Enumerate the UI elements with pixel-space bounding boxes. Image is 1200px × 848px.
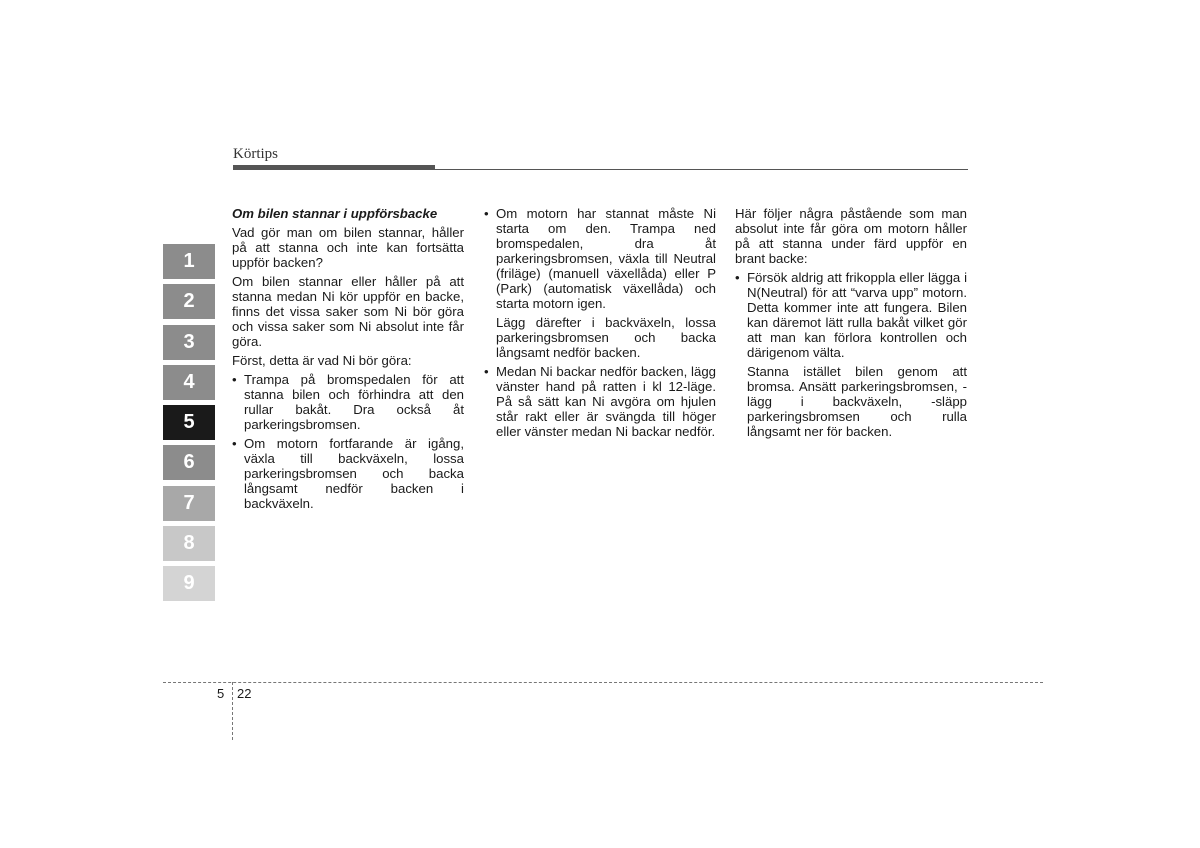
header-rule: [233, 169, 968, 170]
footer-rule: [163, 682, 1043, 683]
bullet-item: [232, 436, 464, 511]
chapter-tab-2[interactable]: 2: [163, 284, 215, 319]
paragraph: Här följer några påstående som man absolut inte får göra om motorn håller på att stanna under färd uppför en brant backe:: [735, 206, 967, 266]
column-3: [735, 206, 967, 443]
chapter-tab-5[interactable]: 5: [163, 405, 215, 440]
chapter-tab-4[interactable]: 4: [163, 365, 215, 400]
chapter-tabs: [163, 244, 215, 607]
bullet-text: Försök aldrig att frikoppla eller lägga i N(Neutral) för att “varva upp” motorn. Detta kommer inte att fungera. Bilen kan däremot lätt rulla bakåt vilket gör att man kan förlora kontrollen och därigenom välta.: [747, 270, 967, 360]
bullet-text: Om motorn har stannat måste Ni starta om den. Trampa ned bromspedalen, dra åt parkeringsbromsen, växla till Neutral (friläge) (manuell växellåda) eller P (Park) (automatisk växellåda) och starta motorn igen.: [496, 206, 716, 311]
bullet-text: Trampa på bromspedalen för att stanna bilen och förhindra att den rullar bakåt. Dra också åt parkeringsbromsen.: [244, 372, 464, 432]
bullet-glyph: •: [484, 364, 489, 379]
bullet-glyph: •: [232, 372, 237, 387]
bullet-text: Om motorn fortfarande är igång, växla till backväxeln, lossa parkeringsbromsen och backa långsamt nedför backen i backväxeln.: [244, 436, 464, 511]
chapter-tab-1[interactable]: 1: [163, 244, 215, 279]
bullet-item: [735, 270, 967, 360]
chapter-tab-8[interactable]: 8: [163, 526, 215, 561]
footer-divider: [232, 682, 233, 740]
paragraph: Vad gör man om bilen stannar, håller på att stanna och inte kan fortsätta uppför backen?: [232, 225, 464, 270]
section-heading: Om bilen stannar i uppförsbacke: [232, 206, 438, 221]
bullet-continuation: Lägg därefter i backväxeln, lossa parkeringsbromsen och backa långsamt nedför backen.: [496, 315, 716, 360]
chapter-tab-6[interactable]: 6: [163, 445, 215, 480]
bullet-item: [484, 364, 716, 439]
chapter-tab-7[interactable]: 7: [163, 486, 215, 521]
footer-chapter-number: 5: [217, 686, 225, 701]
paragraph: Först, detta är vad Ni bör göra:: [232, 353, 412, 368]
bullet-glyph: •: [484, 206, 489, 221]
bullet-text: Medan Ni backar nedför backen, lägg vänster hand på ratten i kl 12-läge. På så sätt kan Ni avgöra om hjulen står rakt eller är svängda till höger eller vänster medan Ni backar nedför.: [496, 364, 716, 439]
chapter-tab-9[interactable]: 9: [163, 566, 215, 601]
paragraph: Om bilen stannar eller håller på att stanna medan Ni kör uppför en backe, finns det vissa saker som Ni bör göra och vissa saker som Ni absolut inte får göra.: [232, 274, 464, 349]
chapter-tab-3[interactable]: 3: [163, 325, 215, 360]
footer-page-number: 22: [237, 686, 252, 701]
bullet-glyph: •: [735, 270, 740, 285]
column-1: [232, 206, 464, 515]
section-title: Körtips: [233, 146, 278, 162]
bullet-glyph: •: [232, 436, 237, 451]
bullet-continuation: Stanna istället bilen genom att bromsa. Ansätt parkeringsbromsen, -lägg i backväxeln, -släpp parkeringsbromsen och rulla långsamt ner för backen.: [747, 364, 967, 439]
bullet-item: [484, 206, 716, 311]
column-2: [484, 206, 716, 443]
bullet-item: [232, 372, 464, 432]
